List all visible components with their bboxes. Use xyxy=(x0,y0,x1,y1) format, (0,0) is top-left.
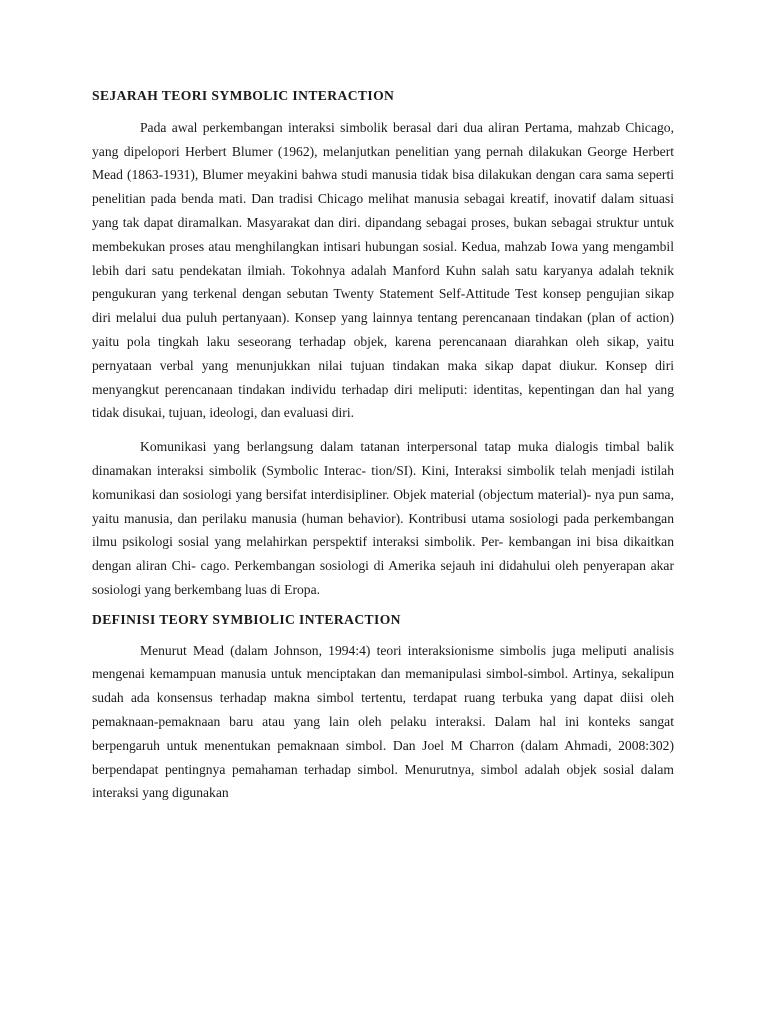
paragraph-history-origins: Pada awal perkembangan interaksi simbolik berasal dari dua aliran Pertama, mahzab Chicago, yang dipelopori Herbert Blumer (1962), melanjutkan penelitian yang pernah dilakukan George Herbert Mead (1863-1931), Blumer meyakini bahwa studi manusia tidak bisa dilakukan dengan cara sama seperti penelitian pada benda mati. Dan tradisi Chicago melihat manusia sebagai kreatif, inovatif dalam situasi yang tak dapat diramalkan. Masyarakat dan diri. dipandang sebagai proses, bukan sebagai struktur untuk membekukan proses atau menghilangkan intisari hubungan sosial. Kedua, mahzab Iowa yang mengambil lebih dari satu pendekatan ilmiah. Tokohnya adalah Manford Kuhn salah satu karyanya adalah teknik pengukuran yang terkenal dengan sebutan Twenty Statement Self-Attitude Test konsep pengujian sikap diri melalui dua puluh pertanyaan). Konsep yang lainnya tentang perencanaan tindakan (plan of action) yaitu pola tingkah laku seseorang terhadap objek, karena perencanaan diarahkan oleh sikap, yaitu pernyataan verbal yang menunjukkan nilai tujuan tindakan maka sikap dapat diukur. Konsep diri menyangkut perencanaan tindakan individu terhadap diri meliputi: identitas, kepentingan dan hal yang tidak disukai, tujuan, ideologi, dan evaluasi diri. xyxy=(92,119,674,421)
paragraph-definition: Menurut Mead (dalam Johnson, 1994:4) teori interaksionisme simbolis juga meliputi analisis mengenai kemampuan manusia untuk menciptakan dan memanipulasi simbol-simbol. Artinya, sekalipun sudah ada konsensus terhadap makna simbol tertentu, terdapat ruang terbuka yang dapat diisi oleh pemaknaan-pemaknaan baru atau yang lain oleh pelaku interaksi. Dalam hal ini konteks sangat berpengaruh untuk menentukan pemaknaan simbol. Dan Joel M Charron (dalam Ahmadi, 2008:302) berpendapat pentingnya pemahaman terhadap simbol. Menurutnya, simbol adalah objek sosial dalam interaksi yang digunakan xyxy=(92,642,674,801)
section-heading-history: SEJARAH TEORI SYMBOLIC INTERACTION xyxy=(92,88,395,103)
paragraph-communication: Komunikasi yang berlangsung dalam tatanan interpersonal tatap muka dialogis timbal balik dinamakan interaksi simbolik (Symbolic Interac- tion/SI). Kini, Interaksi simbolik telah menjadi istilah komunikasi dan sosiologi yang bersifat interdisipliner. Objek material (objectum material)- nya pun sama, yaitu manusia, dan perilaku manusia (human behavior). Kontribusi utama sosiologi pada perkembangan ilmu psikologi sosial yang melahirkan perspektif interaksi simbolik. Per- kembangan ini bisa dikaitkan dengan aliran Chi- cago. Perkembangan sosiologi di Amerika sejauh ini didahului oleh penyerapan akar sosiologi yang berkembang luas di Eropa. xyxy=(92,439,674,597)
document-page xyxy=(92,84,674,805)
section-heading-definition: DEFINISI TEORY SYMBIOLIC INTERACTION xyxy=(92,611,401,627)
